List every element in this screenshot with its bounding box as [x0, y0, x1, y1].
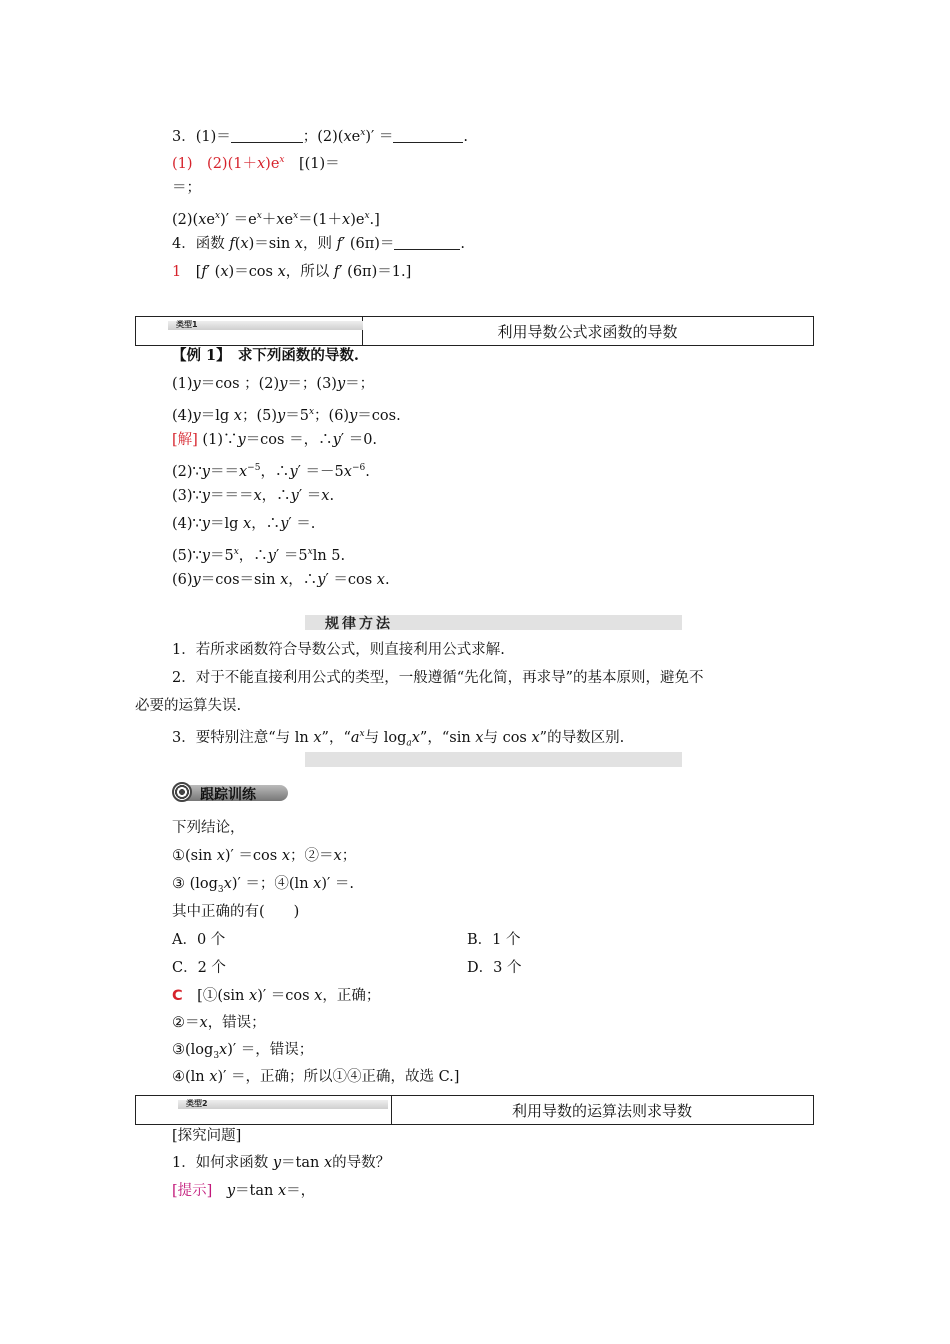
option-b[interactable]: B．1 个 — [467, 932, 521, 948]
training-explain: $③(\log_3x)'$ ＝，错误； — [172, 1042, 314, 1061]
method-band-bottom — [305, 752, 682, 767]
method-band: 规律方法 — [305, 615, 682, 630]
method-point: 3．要特别注意“与 ln x”，“$a^x$与 $\log_ax$”，“sin x与 cos x”的导数区别. — [172, 729, 625, 749]
solution-line: (6)y＝cos＝sin x，∴y′ ＝cos x. — [172, 572, 390, 588]
section-header-type1 — [135, 316, 814, 346]
training-explain: ④(ln x)′ ＝，正确；所以①④正确，故选 C.] — [172, 1069, 460, 1085]
method-point: 必要的运算失误. — [135, 698, 242, 714]
section-title: 利用导数的运算法则求导数 — [511, 1102, 692, 1120]
answer-3-line2: ＝； — [172, 180, 201, 196]
solution-label: [解] — [172, 432, 198, 448]
training-conclusion: ③ $(\log_3x)'$ ＝；④(ln x)′ ＝. — [172, 876, 355, 895]
option-d[interactable]: D．3 个 — [467, 960, 522, 976]
option-c[interactable]: C．2 个 — [172, 960, 226, 976]
method-point: 1．若所求函数符合导数公式，则直接利用公式求解. — [172, 642, 505, 658]
method-point: 2．对于不能直接利用公式的类型，一般遵循“先化简，再求导”的基本原则，避免不 — [172, 670, 704, 686]
training-question: 其中正确的有( ) — [172, 904, 300, 920]
answer-blank[interactable] — [393, 128, 463, 143]
solution-line: (4)∵y＝lg x，∴y′ ＝. — [172, 516, 316, 532]
training-badge: 跟踪训练 — [172, 782, 288, 804]
explore-heading: [探究问题] — [172, 1128, 242, 1144]
section-title: 利用导数公式求函数的导数 — [497, 323, 678, 341]
target-icon — [172, 782, 192, 802]
solution-line: [解] (1)∵y＝cos ＝，∴y′ ＝0. — [172, 432, 378, 448]
option-a[interactable]: A．0 个 — [172, 932, 226, 948]
question-4: 4．函数 f(x)＝sin x，则 f′ (6π)＝ . — [172, 236, 466, 252]
answer-blank[interactable] — [231, 128, 303, 143]
explore-question: 1．如何求函数 y＝tan x的导数？ — [172, 1155, 391, 1171]
answer-blank[interactable] — [394, 235, 460, 250]
question-3: 3．(1)＝ ；$(2)(xe^x)'$ ＝ . — [172, 128, 468, 145]
hint-label: [提示] — [172, 1183, 213, 1199]
training-intro: 下列结论， — [172, 820, 245, 836]
training-answer: C [①(sin x)′ ＝cos x，正确； — [172, 988, 381, 1004]
solution-line: (3)∵y＝＝＝x，∴y′ ＝x. — [172, 488, 335, 504]
solution-line: $(2)\because y==x^{-5}$，∴y′ $=-5x^{-6}$. — [172, 463, 370, 480]
answer-4: 1 [f′ (x)＝cos x，所以 f′ (6π)＝1.] — [172, 264, 412, 280]
answer-letter: C — [172, 988, 183, 1004]
solution-line: $(5)\because y=5^x$，∴y′ $=5^x\ln$ 5. — [172, 547, 346, 564]
example-heading: 【例 1】 求下列函数的导数. — [172, 347, 359, 364]
training-explain: ②＝x，错误； — [172, 1015, 266, 1031]
section-header-type2 — [135, 1095, 814, 1125]
answer-3: (1) $(2)(1+x)e^x$ [(1)＝ — [172, 155, 340, 172]
explore-hint: [提示] y＝tan x＝， — [172, 1183, 316, 1199]
training-conclusion: ①(sin x)′ ＝cos x；②＝x； — [172, 848, 357, 864]
section-tag: 类型1 — [136, 317, 363, 345]
example-item: (4)y＝lg x；$(5)y=5^x$；(6)y＝cos. — [172, 407, 401, 424]
answer-3-line3: $(2)(xe^x)' =e^x+xe^x=(1+x)e^x$.] — [172, 211, 380, 228]
example-item: (1)y＝cos ；(2)y＝；(3)y＝； — [172, 376, 375, 392]
section-tag: 类型2 — [136, 1096, 392, 1124]
